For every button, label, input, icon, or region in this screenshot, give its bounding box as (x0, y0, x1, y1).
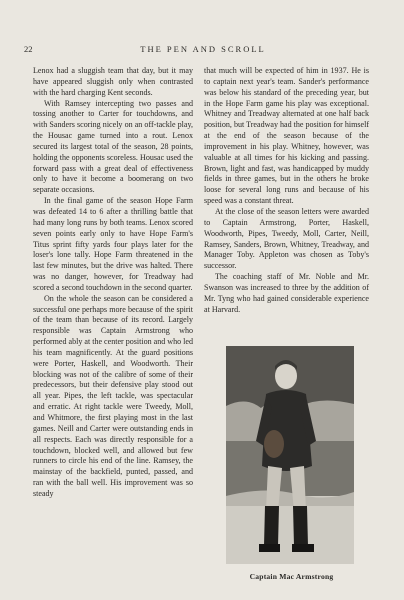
journal-title: THE PEN AND SCROLL (140, 44, 266, 54)
right-column (204, 66, 369, 315)
paragraph: On the whole the season can be considered a successful one perhaps more because of the spirit of the team than because of its record. Largely responsible was Captain Armstrong who performed ably at the center position and who led his team magnificently. At the guard positions were Porter, Haskell, and Woodworth. Their blocking was not of the calibre of some of their predecessors, but their defensive play stood out all year. Pipes, the left tackle, was spectacular and erratic. At right tackle were Tweedy, Moll, and Whitmore, the first playing most in the last games. Neill and Carter were outstanding ends in all respects. Each was directly responsible for a touchdown, blocked well, and allowed but few runners to circle his end of the line. Ramsey, the mainstay of the backfield, punted, passed, and ran with the ball well. His improvement was so steady (33, 293, 193, 498)
paragraph: that much will be expected of him in 1937. He is to captain next year's team. Sander's performance was below his standard of the preceding year, but in the Hope Farm game his play was exceptional. Whitney and Treadway alternated at one half back position, but Treadway had the position for himself at the end of the season because of the improvement in his play. Whitney, however, was valuable at all times for his kicking and passing. Brown, light and fast, was handicapped by muddy fields in three games, but in the others he broke loose for several long runs and because of his speed was a constant threat. (204, 66, 369, 206)
paragraph: Lenox had a sluggish team that day, but it may have appeared sluggish only when contrasted with the hard charging Kent seconds. (33, 66, 193, 97)
paragraph: At the close of the season letters were awarded to Captain Armstrong, Porter, Haskell, Woodworth, Pipes, Tweedy, Moll, Carter, Neill, Ramsey, Sanders, Brown, Whitney, Treadway, and Manager Toby. Appleton was chosen as Toby's successor. (204, 206, 369, 271)
football-player-illustration (226, 346, 354, 564)
paragraph: With Ramsey intercepting two passes and tossing another to Carter for touchdowns, and with Sanders scoring nicely on an off-tackle play, the Housac game turned into a rout. Lenox secured its largest total of the season, 28 points, holding the opponents scoreless. Housac used the forward pass with a great deal of effectiveness only to have it become a boomerang on two separate occasions. (33, 98, 193, 195)
photo-caption: Captain Mac Armstrong (249, 572, 334, 581)
paragraph: In the final game of the season Hope Farm was defeated 14 to 6 after a thrilling battle that had many long runs by both teams. Lenox scored seven points early only to have Hope Farm's Titus sprint fifty yards four plays later for the loser's lone tally. Hope Farm threatened in the last few minutes, but the drive was halted. There was no danger, however, for Treadway had scored a second touchdown in the second quarter. (33, 196, 193, 292)
left-column (33, 66, 193, 500)
paragraph: The coaching staff of Mr. Noble and Mr. Swanson was increased to three by the addition of Mr. Tyng who had gained considerable experience at Harvard. (204, 272, 369, 314)
page-header (24, 44, 382, 56)
page-number: 22 (24, 44, 33, 54)
captain-photo (226, 346, 354, 564)
